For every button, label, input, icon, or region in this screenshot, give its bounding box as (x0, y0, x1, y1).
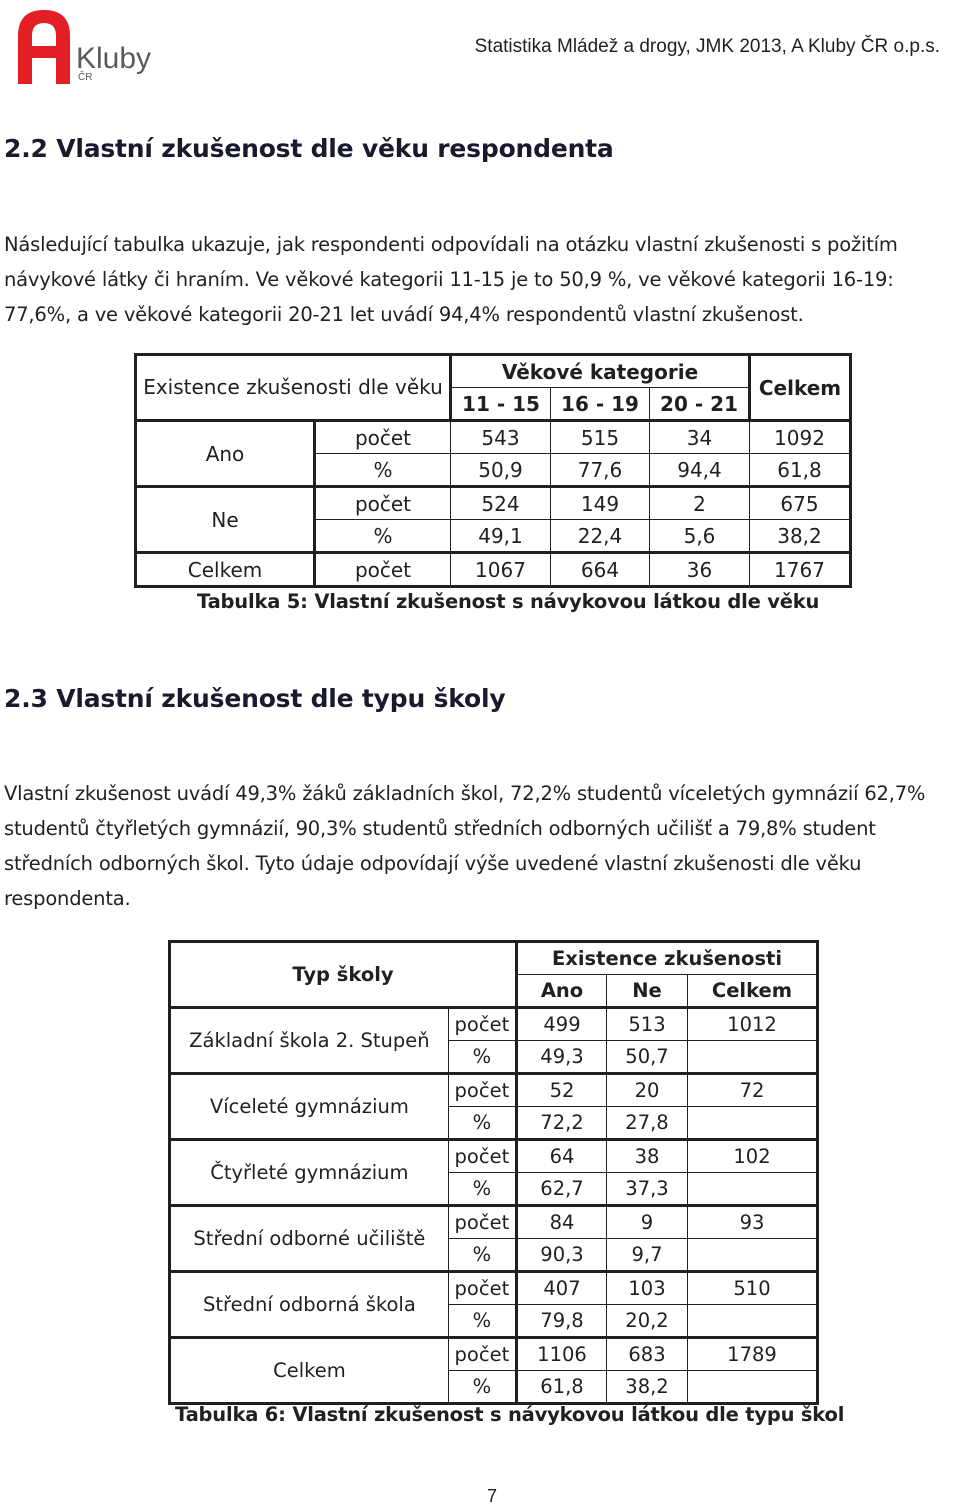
table2-cell: 407 (517, 1272, 607, 1305)
table2-col-header: Ano (517, 975, 607, 1008)
table1-cell: 50,9 (451, 454, 551, 487)
table2-col-header: Celkem (688, 975, 818, 1008)
table1-cell: 2 (650, 487, 750, 520)
table2-measure: počet (448, 1008, 516, 1041)
table2-cell: 513 (607, 1008, 688, 1041)
table1-cell: 543 (451, 421, 551, 454)
section-paragraph-2-3: Vlastní zkušenost uvádí 49,3% žáků základních škol, 72,2% studentů víceletých gymnázií 62,7% studentů čtyřletých gymnázií, 90,3% studentů středních odborných učilišť a 79,8% student středních odborných škol. Tyto údaje odpovídají výše uvedené vlastní zkušenosti dle věku respondenta. (4, 782, 926, 910)
table2-cell: 102 (688, 1140, 818, 1173)
table2-cell: 1106 (517, 1338, 607, 1371)
table1-total-header: Celkem (750, 355, 851, 421)
table2-measure: % (448, 1107, 516, 1140)
table2-measure: % (448, 1041, 516, 1074)
table2-measure: počet (448, 1272, 516, 1305)
table2-cell: 103 (607, 1272, 688, 1305)
table1-cell: 36 (650, 553, 750, 587)
table2-cell (688, 1107, 818, 1140)
table2-cell: 52 (517, 1074, 607, 1107)
table1-caption: Tabulka 5: Vlastní zkušenost s návykovou látkou dle věku (197, 590, 820, 613)
section-heading-2-2: 2.2 Vlastní zkušenost dle věku respondenta (4, 134, 614, 163)
table2-measure: počet (448, 1206, 516, 1239)
table2-cell: 79,8 (517, 1305, 607, 1338)
table-row (170, 1008, 818, 1041)
table2-caption: Tabulka 6: Vlastní zkušenost s návykovou látkou dle typu škol (175, 1403, 845, 1426)
table2-measure: % (448, 1371, 516, 1404)
table-row (136, 487, 851, 520)
table2-cell: 38 (607, 1140, 688, 1173)
table2-cell: 510 (688, 1272, 818, 1305)
table1-cell: 1067 (451, 553, 551, 587)
table1-cell: 524 (451, 487, 551, 520)
table1-col-header: 20 - 21 (650, 388, 750, 421)
a-kluby-logo (14, 6, 174, 90)
table2-cell: 37,3 (607, 1173, 688, 1206)
table1-cell: 1092 (750, 421, 851, 454)
table2-cell: 61,8 (517, 1371, 607, 1404)
table-row (170, 1338, 818, 1371)
table2-cell: 499 (517, 1008, 607, 1041)
table2-cell: 20 (607, 1074, 688, 1107)
logo-subtext: ČR (78, 72, 93, 83)
table2-measure: % (448, 1239, 516, 1272)
table2-cell: 62,7 (517, 1173, 607, 1206)
table1-group-header: Věkové kategorie (451, 355, 750, 388)
table1-cell: 77,6 (551, 454, 650, 487)
table1-group-label: Ano (136, 421, 315, 487)
table1-col-header: 11 - 15 (451, 388, 551, 421)
table2-measure: počet (448, 1338, 516, 1371)
table1-cell: 149 (551, 487, 650, 520)
a-kluby-logo-icon (14, 6, 174, 90)
table2-cell: 64 (517, 1140, 607, 1173)
table2-cell: 90,3 (517, 1239, 607, 1272)
header-title: Statistika Mládež a drogy, JMK 2013, A Kluby ČR o.p.s. (474, 36, 940, 57)
table1-cell: 49,1 (451, 520, 551, 553)
table2-cell: 50,7 (607, 1041, 688, 1074)
page-number: 7 (487, 1486, 498, 1506)
table2-group-label: Střední odborné učiliště (170, 1206, 449, 1272)
table2-cell: 49,3 (517, 1041, 607, 1074)
table2-measure: počet (448, 1140, 516, 1173)
table2-cell (688, 1041, 818, 1074)
table1-group-label: Ne (136, 487, 315, 553)
table-row (136, 553, 851, 587)
table2-cell: 20,2 (607, 1305, 688, 1338)
table-row (136, 421, 851, 454)
logo-text: Kluby (76, 42, 152, 75)
table1-measure: % (315, 520, 451, 553)
table2-cell: 27,8 (607, 1107, 688, 1140)
table2-group-header: Existence zkušenosti (517, 942, 818, 975)
table1-cell: 1767 (774, 557, 825, 582)
table1-cell: 515 (551, 421, 650, 454)
table-row (170, 1206, 818, 1239)
table-row (170, 1140, 818, 1173)
table2-cell: 1789 (688, 1338, 818, 1371)
table2-cell (688, 1173, 818, 1206)
table2-cell (688, 1305, 818, 1338)
table-school-type-experience (168, 940, 819, 1405)
table1-cell: 94,4 (650, 454, 750, 487)
table1-corner-label: Existence zkušenosti dle věku (136, 355, 451, 421)
table2-cell (688, 1239, 818, 1272)
table2-group-label: Střední odborná škola (170, 1272, 449, 1338)
table2-cell: 9 (607, 1206, 688, 1239)
table2-cell: 84 (517, 1206, 607, 1239)
table1-measure: % (315, 454, 451, 487)
table-age-experience (134, 353, 852, 588)
table1-cell: 38,2 (750, 520, 851, 553)
table1-cell: 675 (750, 487, 851, 520)
table2-cell: 38,2 (607, 1371, 688, 1404)
table2-group-label: Čtyřleté gymnázium (170, 1140, 449, 1206)
table1-cell: 22,4 (551, 520, 650, 553)
table2-cell: 93 (688, 1206, 818, 1239)
section-heading-2-3: 2.3 Vlastní zkušenost dle typu školy (4, 684, 506, 713)
table2-corner-label: Typ školy (170, 942, 517, 1008)
table2-cell: 72,2 (517, 1107, 607, 1140)
table1-measure: počet (315, 421, 451, 454)
table1-group-label: Celkem (136, 553, 315, 587)
table1-cell: 61,8 (750, 454, 851, 487)
table2-cell (688, 1371, 818, 1404)
table2-col-header: Ne (607, 975, 688, 1008)
section-paragraph-2-2: Následující tabulka ukazuje, jak respondenti odpovídali na otázku vlastní zkušenosti s požitím návykové látky či hraním. Ve věkové kategorii 11-15 je to 50,9 %, ve věkové kategorii 16-19: 77,6%, a ve věkové kategorii 20-21 let uvádí 94,4% respondentů vlastní zkušenost. (4, 233, 898, 326)
table-row (170, 1272, 818, 1305)
table2-measure: počet (448, 1074, 516, 1107)
table1-measure: počet (315, 487, 451, 520)
table2-cell: 683 (607, 1338, 688, 1371)
table2-cell: 9,7 (607, 1239, 688, 1272)
table2-measure: % (448, 1173, 516, 1206)
table2-cell: 1012 (688, 1008, 818, 1041)
table2-cell: 72 (688, 1074, 818, 1107)
table1-cell: 5,6 (650, 520, 750, 553)
table1-cell: 34 (650, 421, 750, 454)
table1-cell: 664 (551, 553, 650, 587)
table2-group-label: Víceleté gymnázium (170, 1074, 449, 1140)
table2-measure: % (448, 1305, 516, 1338)
table2-group-label: Celkem (170, 1338, 449, 1404)
table2-group-label: Základní škola 2. Stupeň (170, 1008, 449, 1074)
table-row (170, 1074, 818, 1107)
table1-col-header: 16 - 19 (551, 388, 650, 421)
table1-measure: počet (315, 553, 451, 587)
